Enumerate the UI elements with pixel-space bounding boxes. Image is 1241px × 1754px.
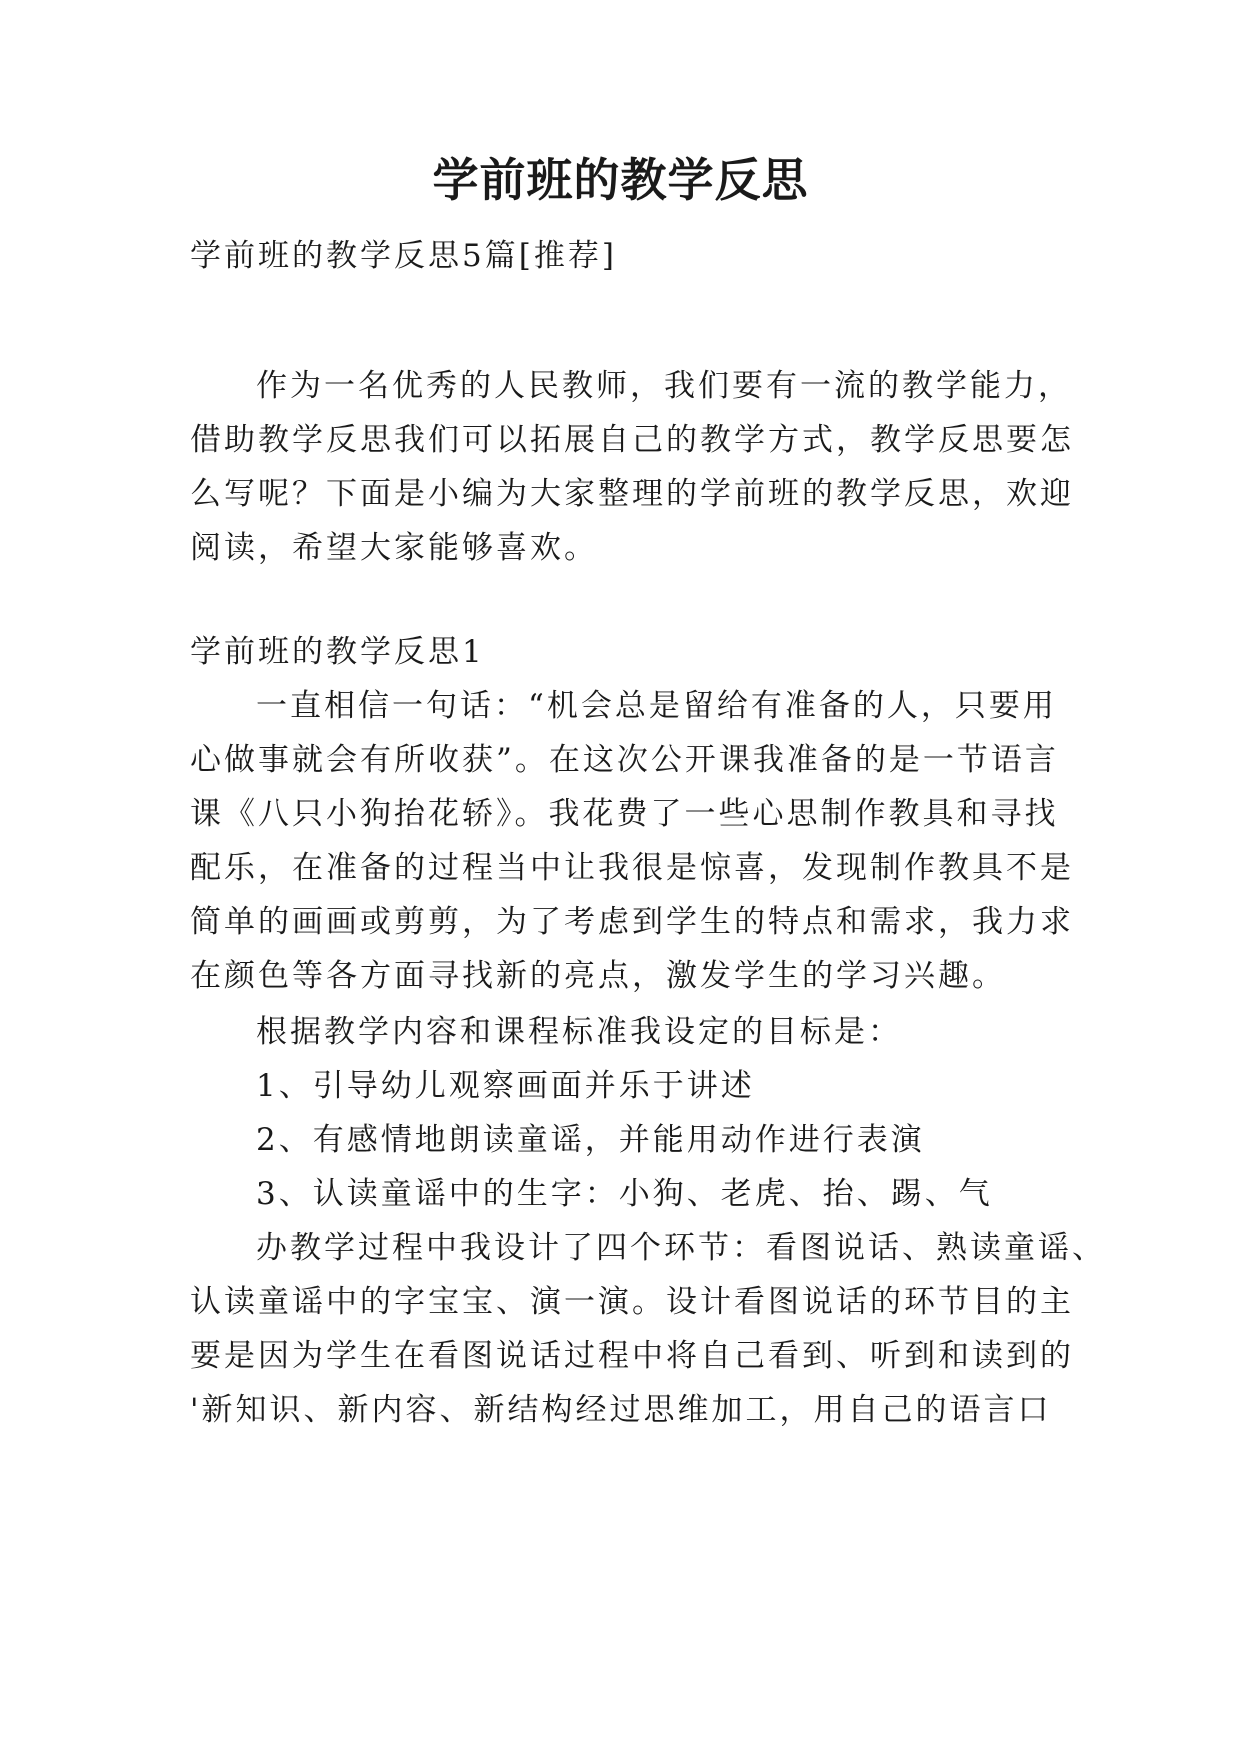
intro-line: 借助教学反思我们可以拓展自己的教学方式，教学反思要怎 — [190, 422, 1074, 458]
intro-line: 么写呢？下面是小编为大家整理的学前班的教学反思，欢迎 — [190, 476, 1074, 512]
document-subtitle: 学前班的教学反思5篇[推荐] — [190, 238, 617, 274]
section-heading: 学前班的教学反思1 — [190, 634, 485, 670]
body-line: '新知识、新内容、新结构经过思维加工，用自己的语言口 — [190, 1392, 1052, 1428]
body-line: 简单的画画或剪剪，为了考虑到学生的特点和需求，我力求 — [190, 904, 1074, 940]
body-line: 在颜色等各方面寻找新的亮点，激发学生的学习兴趣。 — [190, 958, 1006, 994]
body-line: 配乐，在准备的过程当中让我很是惊喜，发现制作教具不是 — [190, 850, 1074, 886]
body-line: 根据教学内容和课程标准我设定的目标是： — [256, 1014, 902, 1050]
body-line: 3、认读童谣中的生字：小狗、老虎、抬、踢、气 — [256, 1176, 993, 1212]
body-line: 课《八只小狗抬花轿》。我花费了一些心思制作教具和寻找 — [190, 796, 1059, 832]
body-line: 2、有感情地朗读童谣，并能用动作进行表演 — [256, 1122, 925, 1158]
body-line: 1、引导幼儿观察画面并乐于讲述 — [256, 1068, 755, 1104]
body-line: 办教学过程中我设计了四个环节：看图说话、熟读童谣、 — [256, 1230, 1106, 1266]
intro-line: 作为一名优秀的人民教师，我们要有一流的教学能力， — [256, 368, 1072, 404]
body-line: 要是因为学生在看图说话过程中将自己看到、听到和读到的 — [190, 1338, 1074, 1374]
intro-line: 阅读，希望大家能够喜欢。 — [190, 530, 598, 566]
body-line: 认读童谣中的字宝宝、演一演。设计看图说话的环节目的主 — [190, 1284, 1074, 1320]
document-title: 学前班的教学反思 — [432, 153, 809, 207]
body-line: 一直相信一句话：“机会总是留给有准备的人，只要用 — [256, 688, 1057, 724]
body-line: 心做事就会有所收获”。在这次公开课我准备的是一节语言 — [190, 742, 1059, 778]
